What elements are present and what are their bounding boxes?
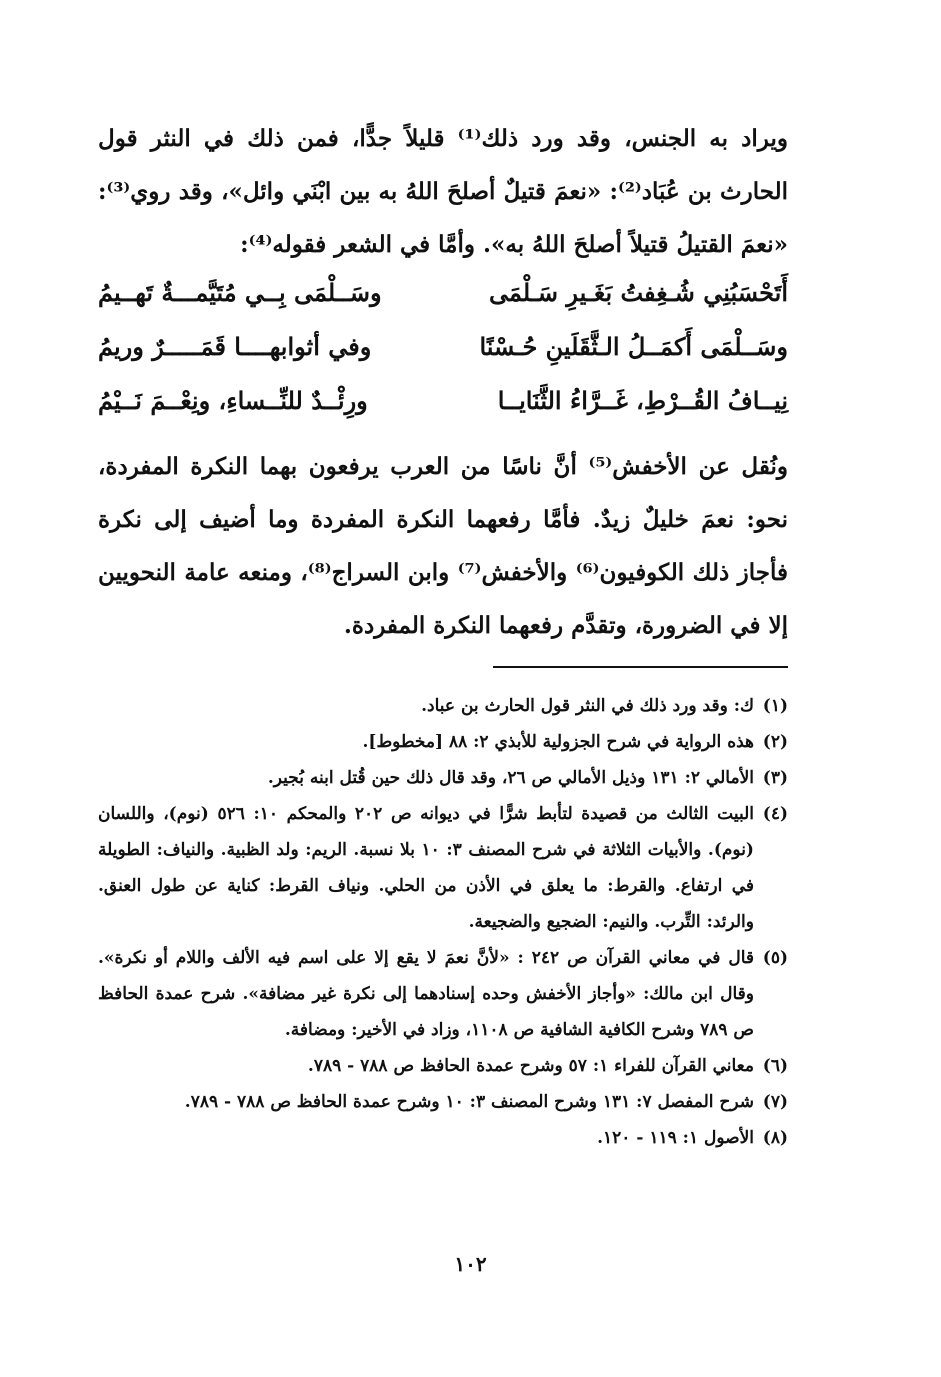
footnote-number: (٢) xyxy=(762,732,788,752)
verse-2-second-hemistich: وفي أثوابهــــا قَمَـــــرٌ وريمُ xyxy=(98,332,372,361)
footnote-6 xyxy=(98,1048,788,1084)
footnote-text: الأصول ١: ١١٩ - ١٢٠. xyxy=(597,1128,754,1148)
footnote-text: معاني القرآن للفراء ١: ٥٧ وشرح عمدة الحافظ ص ٧٨٨ - ٧٨٩. xyxy=(307,1056,754,1076)
footnotes xyxy=(98,688,788,1156)
footnote-8 xyxy=(98,1120,788,1156)
footnote-number: (٦) xyxy=(762,1056,788,1076)
main-text-continued xyxy=(98,440,788,652)
footnote-text: الأمالي ٢: ١٣١ وذيل الأمالي ص ٢٦، وقد قال ذلك حين قُتل ابنه بُجير. xyxy=(267,768,754,788)
paragraph-1: ويراد به الجنس، وقد ورد ذلك⁽¹⁾ قليلاً جدًّا، فمن ذلك في النثر قول الحارث بن عُبَاد⁽²⁾: «نعمَ قتيلٌ أصلحَ اللهُ به بين ابْنَي وائل»، وقد روي⁽³⁾: «نعمَ القتيلُ قتيلاً أصلحَ اللهُ به». وأمَّا في الشعر فقوله⁽⁴⁾: xyxy=(98,125,789,258)
footnote-4 xyxy=(98,796,788,940)
footnote-text: ك: وقد ورد ذلك في النثر قول الحارث بن عباد. xyxy=(421,696,754,716)
footnote-number: (٧) xyxy=(762,1092,788,1112)
footnote-number: (٨) xyxy=(762,1128,788,1148)
verse-3 xyxy=(98,374,788,427)
footnote-text: البيت الثالث من قصيدة لتأبط شرًّا في ديوانه ص ٢٠٢ والمحكم ١٠: ٥٢٦ (نوم)، واللسان (نوم). والأبيات الثلاثة في شرح المصنف ٣: ١٠ بلا نسبة. الريم: ولد الظبية. والنياف: الطويلة في ارتفاع. والقرط: ما يعلق في الأذن من الحلي. ونياف القرط: كناية عن طول العنق. والرئد: التِّرب. والنيم: الضجيع والضجيعة. xyxy=(98,804,754,932)
footnote-1 xyxy=(98,688,788,724)
verse-1-second-hemistich: وسَــلْمَى بِــي مُتَيَّمـــةٌ تَهــيمُ xyxy=(98,278,382,307)
footnote-number: (٣) xyxy=(762,768,788,788)
footnote-text: شرح المفصل ٧: ١٣١ وشرح المصنف ٣: ١٠ وشرح عمدة الحافظ ص ٧٨٨ - ٧٨٩. xyxy=(184,1092,754,1112)
verse-1-first-hemistich: أَتَحْسَبُنِي شُـغِفتُ بَغَـيرِ سَـلْمَى xyxy=(489,278,788,307)
footnote-separator xyxy=(493,666,788,668)
paragraph-2: ونُقل عن الأخفش⁽⁵⁾ أنَّ ناسًا من العرب يرفعون بهما النكرة المفردة، نحو: نعمَ خليلٌ زيدٌ. فأمَّا رفعهما النكرة المفردة وما أضيف إلى نكرة فأجاز ذلك الكوفيون⁽⁶⁾ والأخفش⁽⁷⁾ وابن السراج⁽⁸⁾، ومنعه عامة النحويين إلا في الضرورة، وتقدَّم رفعهما النكرة المفردة. xyxy=(98,453,788,639)
footnote-7 xyxy=(98,1084,788,1120)
footnote-2 xyxy=(98,724,788,760)
verse-2-first-hemistich: وسَــلْمَى أَكمَــلُ الـثَّقَلَينِ حُـسْنًا xyxy=(479,332,788,361)
footnote-text: قال في معاني القرآن ص ٢٤٢ : «لأنَّ نعمَ لا يقع إلا على اسم فيه الألف واللام أو نكرة». وقال ابن مالك: «وأجاز الأخفش وحده إسنادهما إلى نكرة غير مضافة». شرح عمدة الحافظ ص ٧٨٩ وشرح الكافية الشافية ص ١١٠٨، وزاد في الأخير: ومضافة. xyxy=(98,948,755,1040)
main-text xyxy=(98,112,788,271)
footnote-number: (٥) xyxy=(762,948,788,968)
footnote-text: هذه الرواية في شرح الجزولية للأبذي ٢: ٨٨ [مخطوط]. xyxy=(362,732,754,752)
verse-3-second-hemistich: ورِئْــدٌ للنِّــساءِ، ونِعْــمَ نَــيْمُ xyxy=(98,386,368,415)
page-number: ١٠٢ xyxy=(454,1252,487,1276)
footnote-5 xyxy=(98,940,788,1048)
verse-3-first-hemistich: نِيــافُ القُــرْطِ، غَــرَّاءُ الثَّنَايــا xyxy=(497,386,788,415)
footnote-number: (١) xyxy=(762,696,788,716)
footnote-3 xyxy=(98,760,788,796)
verse-2 xyxy=(98,320,788,373)
footnote-number: (٤) xyxy=(762,804,788,824)
verse-1 xyxy=(98,266,788,319)
